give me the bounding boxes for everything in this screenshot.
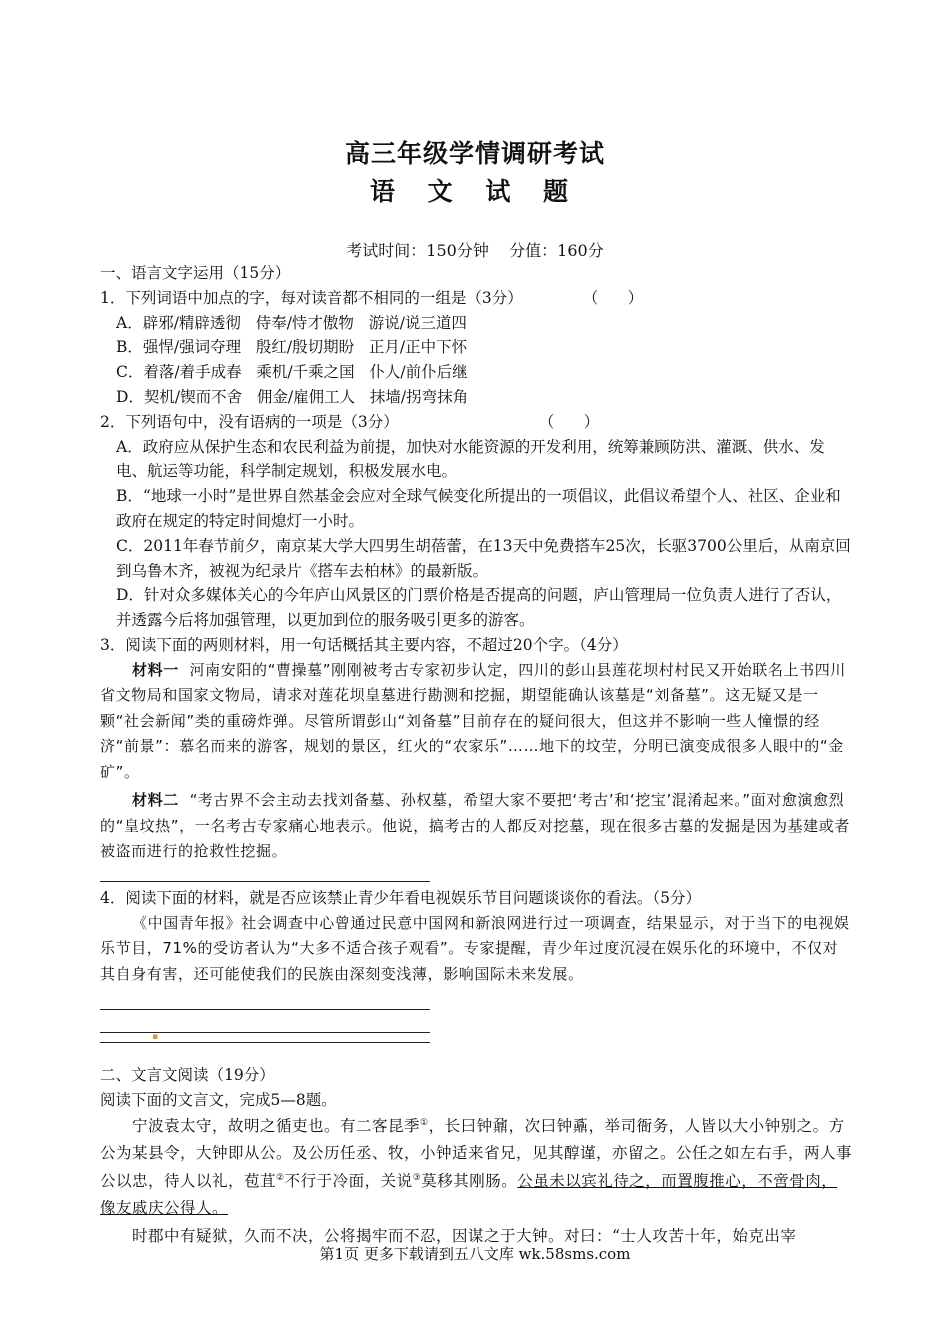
q1-answer-paren: （ ）	[582, 288, 644, 307]
classical-passage-p2: 时郡中有疑狱，久而不决，公将揭牢而不忍，因谋之于大钟。对曰：“士人攻苦十年，始克出宰	[132, 1226, 797, 1245]
q2-stem	[100, 410, 852, 435]
section1-heading: 一、语言文字运用（15分）	[100, 264, 291, 282]
footnote-mark-2: ②	[276, 1172, 285, 1183]
passage-text-b: ，长曰钟鼐，次曰钟鼒，举司衙务，人皆以大小钟别之。方公为某县令，大钟即从公。及公历任丞、牧，小钟适来省兄，见其醇谨，亦留之。公任之如左右手，两人事公以忠，待人以礼，苞苴	[100, 1116, 853, 1190]
material-2-text: “考古界不会主动去找刘备墓、孙权墓，希望大家不要把‘考古’和‘挖宝’混淆起来。”面对愈演愈烈的“皇坟热”，一名考古专家痛心地表示。他说，搞考古的人都反对挖墓，现在很多古墓的发掘是因为基建或者被盗而进行的抢救性挖掘。	[100, 791, 850, 861]
footnote-mark-3: ③	[412, 1172, 422, 1183]
material-2-label: 材料二	[132, 791, 179, 810]
stray-dot: ▪	[152, 1032, 159, 1043]
exam-subtitle: 语 文 试 题	[369, 177, 581, 206]
q2-option-c: C．2011年春节前夕，南京某大学大四男生胡蓓蕾，在13天中免费搭车25次，长驱3700公里后，从南京回到乌鲁木齐，被视为纪录片《搭车去柏林》的最新版。	[116, 536, 851, 580]
q2-option-a: A．政府应从保护生态和农民利益为前提，加快对水能资源的开发利用，统筹兼顾防洪、灌溉、供水、发电、航运等功能，科学制定规划，积极发展水电。	[116, 437, 825, 481]
q3-stem: 3．阅读下面的两则材料，用一句话概括其主要内容，不超过20个字。（4分）	[100, 635, 628, 654]
classical-passage-p1	[100, 1113, 852, 1223]
section2-heading: 二、文言文阅读（19分）	[100, 1066, 275, 1085]
q1-option-b: B．强悍/强词夺理 殷红/殷切期盼 正月/正中下怀	[116, 338, 468, 357]
exam-body	[100, 261, 852, 1250]
q4-material: 《中国青年报》社会调查中心曾通过民意中国网和新浪网进行过一项调查，结果显示，对于当下的电视娱乐节目，71%的受访者认为“大多不适合孩子观看”。专家提醒，青少年过度沉浸在娱乐化的环境中，不仅对其自身有害，还可能使我们的民族由深刻变浅薄，影响国际未来发展。	[100, 913, 850, 983]
exam-info: 考试时间：150分钟 分值：160分	[346, 241, 604, 260]
q2-stem-text: 2．下列语句中，没有语病的一项是（3分）	[100, 412, 399, 431]
material-1-label: 材料一	[132, 660, 179, 679]
q1-stem-text: 1．下列词语中加点的字，每对读音都不相同的一组是（3分）	[100, 288, 523, 307]
q1-option-c: C．着落/着手成春 乘机/千乘之国 仆人/前仆后继	[116, 363, 468, 382]
page-footer: 第1页 更多下载请到五八文库 wk.58sms.com	[319, 1245, 631, 1263]
exam-title: 高三年级学情调研考试	[344, 139, 605, 168]
q3-material-1	[100, 658, 852, 786]
material-1-text: 河南安阳的“曹操墓”刚刚被考古专家初步认定，四川的彭山县莲花坝村村民又开始联名上书四川省文物局和国家文物局，请求对莲花坝皇墓进行勘测和挖掘，期望能确认该墓是“刘备墓”。这无疑又是一颗“社会新闻”类的重磅炸弹。尽管所谓彭山“刘备墓”目前存在的疑问很大，但这并不影响一些人憧憬的经济“前景”：慕名而来的游客，规划的景区，红火的“农家乐”……地下的坟茔，分明已演变成很多人眼中的“金矿”。	[100, 660, 846, 781]
passage-text-c: 不行于冷面，关说	[284, 1171, 413, 1190]
q4-stem: 4．阅读下面的材料，就是否应该禁止青少年看电视娱乐节目问题谈谈你的看法。（5分）	[100, 888, 701, 907]
passage-underlined-sentence: 公虽未以宾礼待之，而置腹推心，不啻骨肉，像友戚庆公得人。	[100, 1171, 838, 1218]
q3-material-2	[100, 788, 852, 865]
q2-answer-paren: （ ）	[538, 412, 600, 431]
q3-answer-line[interactable]	[100, 881, 430, 882]
q2-option-d: D．针对众多媒体关心的今年庐山风景区的门票价格是否提高的问题，庐山管理局一位负责人进行了否认，并透露今后将加强管理，以更加到位的服务吸引更多的游客。	[116, 586, 842, 630]
footnote-mark-1: ①	[420, 1117, 429, 1128]
section2-intro: 阅读下面的文言文，完成5—8题。	[100, 1090, 337, 1109]
q2-option-b: B．“地球一小时”是世界自然基金会应对全球气候变化所提出的一项倡议，此倡议希望个人、社区、企业和政府在规定的特定时间熄灯一小时。	[116, 487, 841, 530]
passage-text-d: 莫移其刚肠。	[421, 1171, 518, 1190]
q1-option-d: D．契机/锲而不舍 佣金/雇佣工人 抹墙/拐弯抹角	[116, 387, 469, 406]
q1-stem	[100, 286, 852, 311]
q1-option-a: A．辟邪/精辟透彻 侍奉/恃才傲物 游说/说三道四	[116, 313, 467, 332]
passage-text-a: 宁波袁太守，故明之循吏也。有二客昆季	[132, 1116, 421, 1135]
